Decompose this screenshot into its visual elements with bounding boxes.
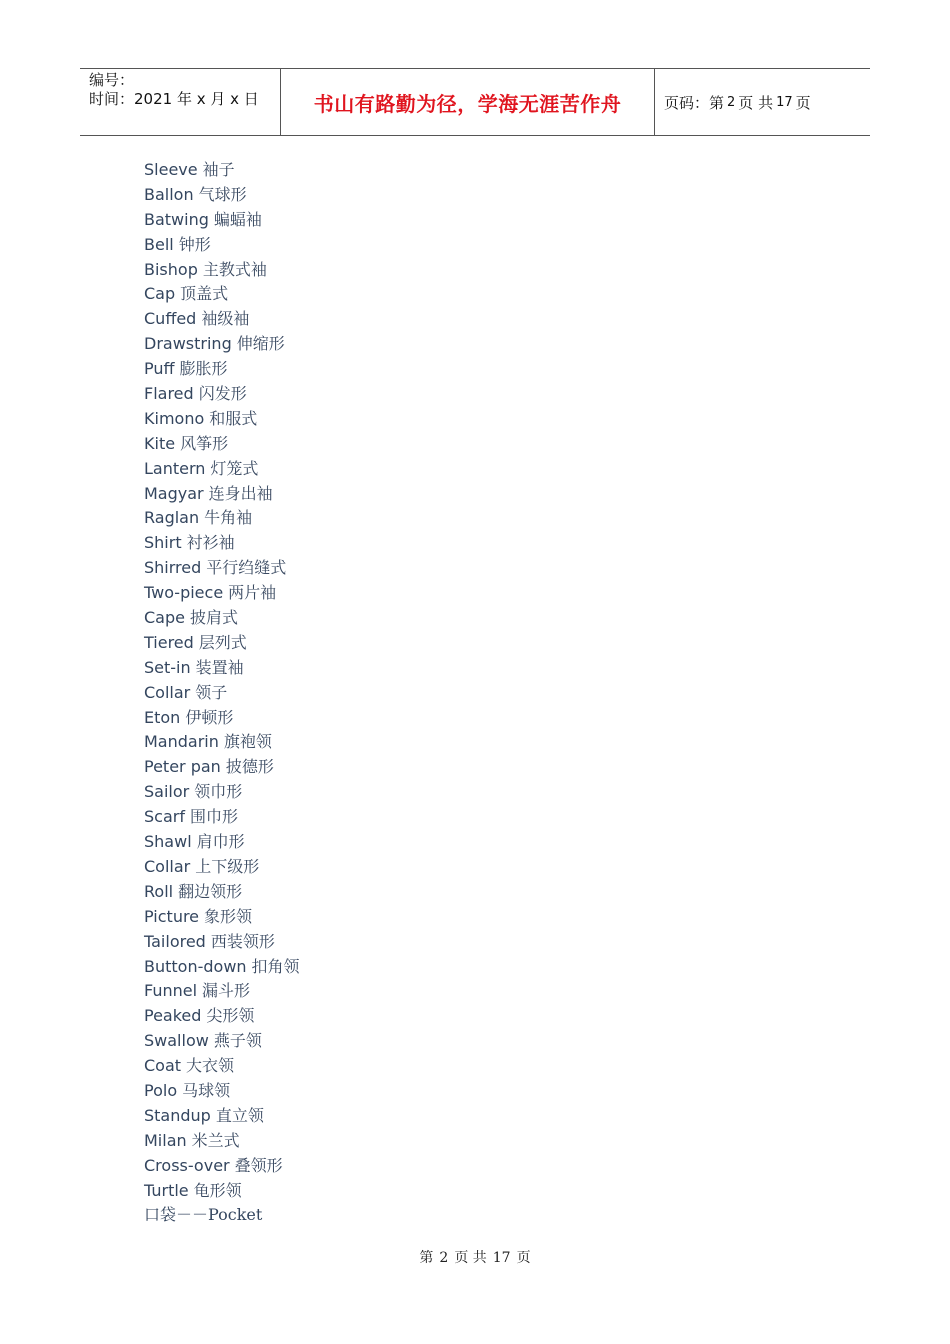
term-item — [144, 581, 300, 606]
term-english: Kimono — [144, 408, 205, 428]
term-english: Roll — [144, 881, 174, 901]
term-chinese: 大衣领 — [186, 1056, 235, 1076]
term-item — [144, 407, 300, 432]
term-chinese: 平行绉缝式 — [206, 558, 287, 578]
term-chinese: 直立领 — [215, 1105, 264, 1125]
term-item — [144, 382, 300, 407]
term-chinese: 顶盖式 — [180, 284, 229, 304]
page-footer — [0, 1247, 950, 1267]
term-english: Two-piece — [144, 583, 224, 603]
term-item — [144, 282, 300, 307]
term-chinese: 肩巾形 — [196, 832, 245, 852]
footer-prefix: 第 — [419, 1250, 434, 1266]
term-item — [144, 531, 300, 556]
term-item — [144, 482, 300, 507]
term-english: Raglan — [144, 508, 200, 528]
term-chinese: 牛角袖 — [204, 508, 253, 528]
term-english: Ballon — [144, 184, 194, 204]
document-date: 时间：2021 年 x 月 x 日 — [89, 90, 259, 108]
header-page-indicator — [655, 69, 870, 135]
term-item — [144, 656, 300, 681]
term-english: Peter pan — [144, 757, 221, 777]
footer-mid: 页 共 — [454, 1250, 487, 1266]
term-item — [144, 1154, 300, 1179]
page-mid: 页 共 — [738, 93, 774, 112]
term-item — [144, 357, 300, 382]
term-chinese: 领子 — [195, 682, 228, 702]
term-item — [144, 855, 300, 880]
term-english: Mandarin — [144, 732, 219, 752]
term-english: Bishop — [144, 259, 198, 279]
term-english: Sleeve — [144, 160, 198, 179]
term-english: Eton — [144, 707, 181, 727]
term-chinese: 马球领 — [182, 1080, 231, 1100]
term-item — [144, 1004, 300, 1029]
term-english: Bell — [144, 234, 174, 254]
term-item — [144, 506, 300, 531]
term-item — [144, 706, 300, 731]
term-item — [144, 1104, 300, 1129]
term-english: Picture — [144, 906, 200, 926]
term-english: Scarf — [144, 807, 185, 827]
term-chinese: 围巾形 — [189, 807, 238, 827]
term-chinese: 燕子领 — [213, 1031, 262, 1051]
term-item — [144, 880, 300, 905]
term-item — [144, 631, 300, 656]
term-english: Drawstring — [144, 334, 232, 354]
term-chinese: 袖级袖 — [201, 309, 250, 329]
term-chinese: 两片袖 — [228, 583, 277, 603]
term-item — [144, 258, 300, 283]
term-chinese: 钟形 — [178, 234, 211, 254]
term-english: Cross-over — [144, 1155, 230, 1175]
term-item — [144, 606, 300, 631]
term-item — [144, 780, 300, 805]
term-chinese: 闪发形 — [198, 384, 247, 404]
term-chinese: 扣角领 — [251, 956, 300, 976]
header-motto-cell — [281, 69, 655, 135]
term-chinese: 气球形 — [198, 184, 247, 204]
term-item — [144, 755, 300, 780]
term-chinese: 披德形 — [225, 757, 274, 777]
term-chinese: 尖形领 — [206, 1006, 255, 1026]
page-header — [80, 68, 870, 136]
term-english: Polo — [144, 1080, 178, 1100]
term-english: Magyar — [144, 483, 204, 503]
term-chinese: 蝙蝠袖 — [213, 209, 262, 229]
term-english: Cape — [144, 608, 185, 628]
term-item — [144, 930, 300, 955]
term-item — [144, 1129, 300, 1154]
term-chinese: 漏斗形 — [202, 981, 251, 1001]
term-english: Collar — [144, 682, 191, 702]
term-item — [144, 457, 300, 482]
term-item — [144, 1179, 300, 1204]
term-list — [144, 158, 300, 1228]
term-chinese: 伊顿形 — [185, 707, 234, 727]
term-item — [144, 979, 300, 1004]
term-chinese: 装置袖 — [195, 657, 244, 677]
term-item — [144, 955, 300, 980]
term-item — [144, 332, 300, 357]
term-chinese: 西装领形 — [210, 931, 275, 951]
term-chinese: 米兰式 — [191, 1130, 240, 1150]
term-item — [144, 1054, 300, 1079]
term-chinese: 和服式 — [209, 408, 258, 428]
term-item — [144, 233, 300, 258]
term-english: Button-down — [144, 956, 247, 976]
term-chinese: 膨胀形 — [179, 359, 228, 379]
page-prefix: 页码：第 — [664, 93, 725, 112]
term-english: Shawl — [144, 832, 192, 852]
document-number-label: 编号： — [89, 71, 135, 89]
term-item — [144, 905, 300, 930]
term-item-pocket: 口袋－－Pocket — [144, 1205, 263, 1225]
header-info-cell — [80, 69, 281, 135]
term-item — [144, 830, 300, 855]
term-english: Collar — [144, 856, 191, 876]
term-chinese: 灯笼式 — [210, 458, 259, 478]
term-english: Cuffed — [144, 309, 197, 329]
page-total: 17 — [776, 94, 793, 110]
term-english: Flared — [144, 384, 194, 404]
term-item — [144, 1079, 300, 1104]
term-english: Funnel — [144, 981, 198, 1001]
term-english: Peaked — [144, 1006, 202, 1026]
term-english: Shirt — [144, 533, 182, 553]
term-chinese: 上下级形 — [195, 856, 260, 876]
term-english: Standup — [144, 1105, 211, 1125]
term-english: Lantern — [144, 458, 206, 478]
term-item — [144, 730, 300, 755]
term-english: Swallow — [144, 1031, 209, 1051]
footer-total: 17 — [492, 1250, 511, 1266]
term-item — [144, 681, 300, 706]
term-item — [144, 805, 300, 830]
term-english: Set-in — [144, 657, 191, 677]
term-english: Shirred — [144, 558, 202, 578]
term-item — [144, 183, 300, 208]
term-chinese: 旗袍领 — [223, 732, 272, 752]
term-english: Tailored — [144, 931, 206, 951]
term-chinese: 翻边领形 — [178, 881, 243, 901]
page-suffix: 页 — [795, 93, 811, 112]
term-chinese: 龟形领 — [193, 1180, 242, 1200]
term-chinese: 连身出袖 — [208, 483, 273, 503]
term-chinese: 领巾形 — [194, 782, 243, 802]
term-english: Batwing — [144, 209, 209, 229]
term-chinese: 袖子 — [202, 160, 235, 179]
footer-suffix: 页 — [516, 1250, 531, 1266]
term-chinese: 伸缩形 — [236, 334, 285, 354]
term-item — [144, 208, 300, 233]
term-english: Kite — [144, 433, 176, 453]
header-motto: 书山有路勤为径，学海无涯苦作舟 — [313, 91, 622, 116]
term-english: Turtle — [144, 1180, 189, 1200]
term-chinese: 衬衫袖 — [186, 533, 235, 553]
term-english: Sailor — [144, 782, 190, 802]
term-chinese: 层列式 — [198, 632, 247, 652]
term-english: Cap — [144, 284, 176, 304]
term-chinese: 风筝形 — [180, 433, 229, 453]
term-english: Coat — [144, 1056, 182, 1076]
term-item — [144, 307, 300, 332]
term-item — [144, 556, 300, 581]
term-english: Puff — [144, 359, 175, 379]
term-chinese: 主教式袖 — [202, 259, 267, 279]
term-item — [144, 158, 300, 183]
term-item — [144, 1029, 300, 1054]
page-current: 2 — [727, 94, 736, 110]
term-item — [144, 432, 300, 457]
footer-current: 2 — [439, 1250, 449, 1266]
term-english: Milan — [144, 1130, 187, 1150]
term-english: Tiered — [144, 632, 194, 652]
term-chinese: 披肩式 — [189, 608, 238, 628]
term-chinese: 象形领 — [204, 906, 253, 926]
term-chinese: 叠领形 — [234, 1155, 283, 1175]
